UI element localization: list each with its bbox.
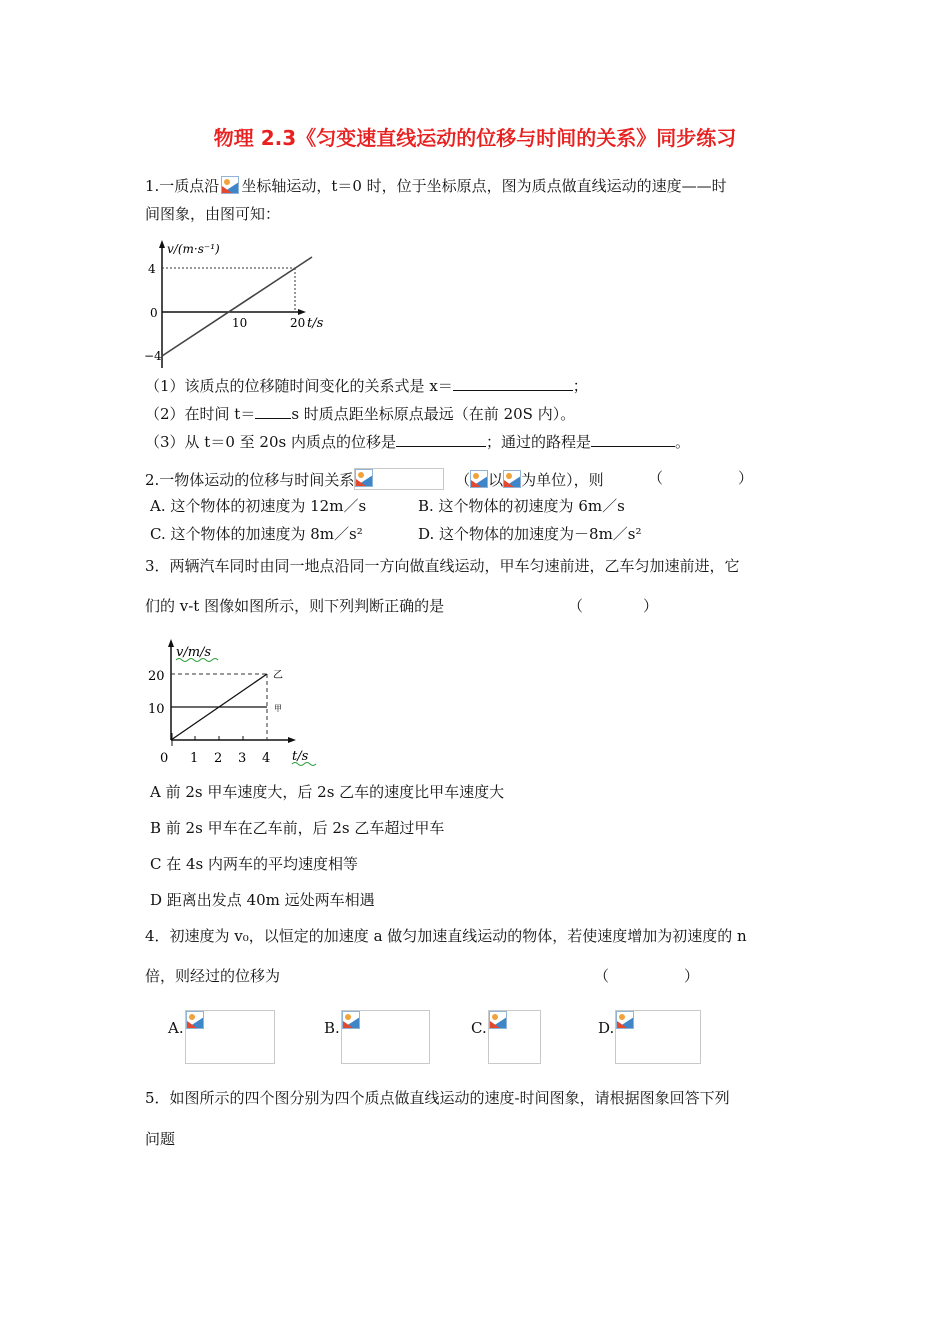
q3-option-b[interactable]: B 前 2s 甲车在乙车前，后 2s 乙车超过甲车 xyxy=(150,819,445,837)
label-yi: 乙 xyxy=(273,670,283,681)
q2-option-b[interactable]: B. 这个物体的初速度为 6m／s xyxy=(418,497,625,515)
q1-vt-graph xyxy=(140,238,340,373)
y-tick-10: 10 xyxy=(148,702,165,717)
q3-option-a[interactable]: A 前 2s 甲车速度大，后 2s 乙车的速度比甲车速度大 xyxy=(150,783,505,801)
q2-option-c[interactable]: C. 这个物体的加速度为 8m／s² xyxy=(150,525,363,543)
q2-answer-paren: （ ） xyxy=(648,469,754,487)
x-tick-10: 10 xyxy=(232,316,248,330)
answer-blank[interactable] xyxy=(255,404,291,419)
x-tick-2: 2 xyxy=(214,751,223,766)
q2-option-a[interactable]: A. 这个物体的初速度为 12m／s xyxy=(150,497,367,515)
y-tick-neg4: −4 xyxy=(144,349,162,363)
image-placeholder-icon xyxy=(503,470,521,488)
q4-line2: 倍，则经过的位移为 xyxy=(145,967,281,985)
velocity-line xyxy=(162,257,312,356)
q1-ylabel: v/(m·s⁻¹) xyxy=(167,242,220,256)
q4-option-c-formula-frame[interactable] xyxy=(488,1010,541,1064)
q3-line2: 们的 v-t 图像如图所示，则下列判断正确的是 xyxy=(145,597,445,615)
q3-option-d[interactable]: D 距离出发点 40m 远处两车相遇 xyxy=(150,891,375,909)
q1-line1: 1.一质点沿 坐标轴运动，t＝0 时，位于坐标原点，图为质点做直线运动的速度——时 xyxy=(145,177,727,195)
q4-option-a-formula-frame[interactable] xyxy=(185,1010,275,1064)
q3-xlabel: t/s xyxy=(292,749,309,764)
x-tick-4: 4 xyxy=(262,751,271,766)
q3-line1: 3．两辆汽车同时由同一地点沿同一方向做直线运动，甲车匀速前进，乙车匀加速前进，它 xyxy=(145,557,740,575)
answer-blank[interactable] xyxy=(453,376,573,391)
q3-vt-graph xyxy=(140,636,325,768)
q5-line1: 5．如图所示的四个图分别为四个质点做直线运动的速度-时间图象，请根据图象回答下列 xyxy=(145,1089,730,1107)
x-tick-1: 1 xyxy=(190,751,199,766)
q4-option-a-label[interactable]: A. xyxy=(168,1019,184,1037)
formula-image-frame xyxy=(354,468,444,490)
q4-option-c-label[interactable]: C. xyxy=(471,1019,487,1037)
answer-blank[interactable] xyxy=(396,432,486,447)
q4-answer-paren: （ ） xyxy=(594,967,700,985)
image-placeholder-icon xyxy=(221,176,239,194)
q1-line2: 间图象，由图可知： xyxy=(145,205,281,223)
q3-option-c[interactable]: C 在 4s 内两车的平均速度相等 xyxy=(150,855,359,873)
q4-option-b-formula-frame[interactable] xyxy=(341,1010,430,1064)
q4-option-b-label[interactable]: B. xyxy=(324,1019,340,1037)
q1-sub3: （3）从 t＝0 至 20s 内质点的位移是 ；通过的路程是 。 xyxy=(145,433,691,451)
label-jia: 甲 xyxy=(274,704,282,713)
x-tick-3: 3 xyxy=(238,751,247,766)
image-placeholder-icon xyxy=(616,1011,634,1029)
y-tick-20: 20 xyxy=(148,669,165,684)
q2-stem: 2.一物体运动的位移与时间关系 （ 以 为单位），则 xyxy=(145,468,604,490)
q3-answer-paren: （ ） xyxy=(568,597,659,615)
q1-xlabel: t/s xyxy=(307,316,324,331)
q4-option-d-formula-frame[interactable] xyxy=(615,1010,701,1064)
y-tick-4: 4 xyxy=(148,262,156,276)
q3-ylabel: v/m/s xyxy=(176,645,212,660)
y-tick-0: 0 xyxy=(150,306,158,320)
x-axis-arrow xyxy=(288,737,296,743)
q5-line2: 问题 xyxy=(145,1130,176,1148)
y-axis-arrow xyxy=(168,639,174,647)
q4-line1: 4．初速度为 v₀，以恒定的加速度 a 做匀加速直线运动的物体，若使速度增加为初速度的 n xyxy=(145,927,747,945)
image-placeholder-icon xyxy=(186,1011,204,1029)
image-placeholder-icon xyxy=(489,1011,507,1029)
q4-option-d-label[interactable]: D. xyxy=(598,1019,615,1037)
image-placeholder-icon xyxy=(355,469,373,487)
y-axis-arrow xyxy=(159,240,165,248)
x-tick-20: 20 xyxy=(290,316,306,330)
image-placeholder-icon xyxy=(470,470,488,488)
y-tick-0: 0 xyxy=(160,751,169,766)
q2-option-d[interactable]: D. 这个物体的加速度为－8m／s² xyxy=(418,525,642,543)
answer-blank[interactable] xyxy=(591,432,675,447)
x-axis-arrow xyxy=(298,309,306,315)
image-placeholder-icon xyxy=(342,1011,360,1029)
q1-sub2: （2）在时间 t＝ s 时质点距坐标原点最远（在前 20S 内）。 xyxy=(145,405,576,423)
page-title: 物理 2.3《匀变速直线运动的位移与时间的关系》同步练习 xyxy=(213,126,737,150)
q1-sub1: （1）该质点的位移随时间变化的关系式是 x＝ ； xyxy=(145,377,588,395)
